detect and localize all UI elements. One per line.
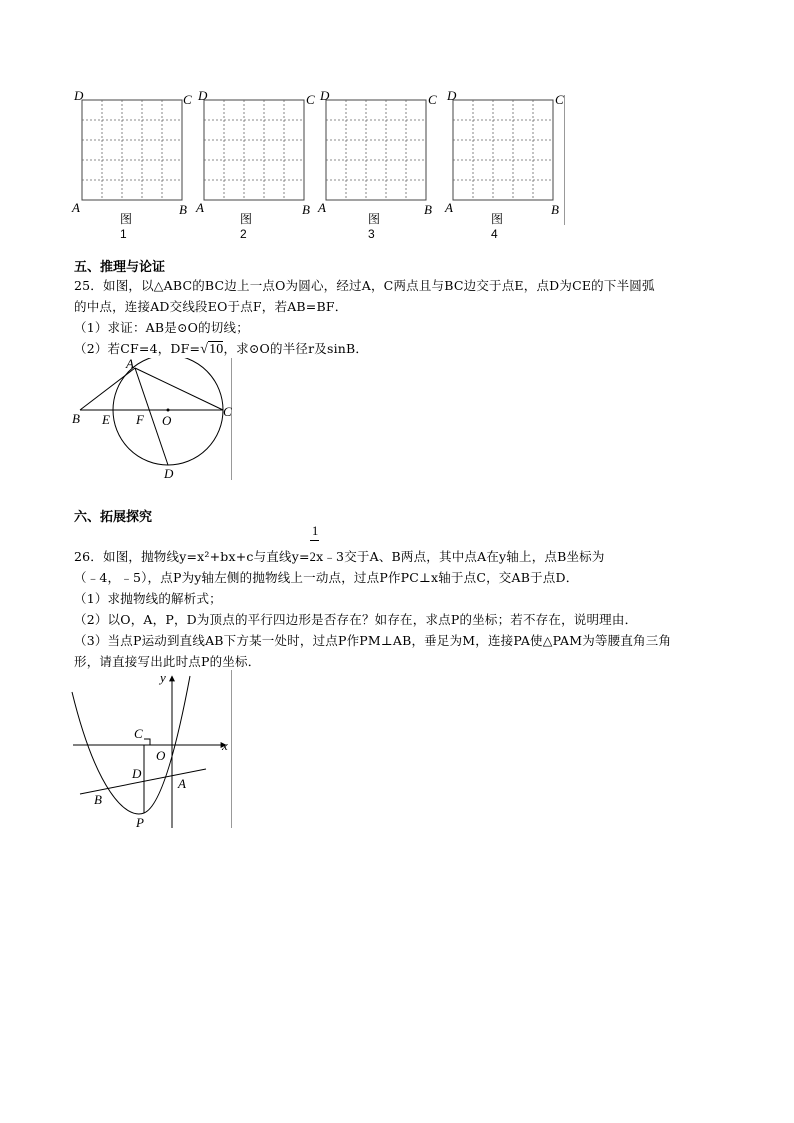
grid-2-label-a: A — [196, 200, 204, 215]
grid-4-label-b: B — [551, 202, 559, 217]
q25-label-a: A — [126, 356, 134, 371]
q26-part-2: （2）以O，A，P，D为顶点的平行四边形是否存在？如存在，求点P的坐标；若不存在，说明理由． — [74, 612, 638, 627]
q26-label-x: x — [222, 738, 228, 753]
q25-label-d: D — [164, 466, 174, 481]
q25-line-2: 的中点，连接AD交线段EO于点F，若AB=BF． — [74, 299, 348, 314]
grid-4-label-d: D — [447, 88, 457, 103]
q26-frac-num: 1 — [312, 524, 319, 538]
q25-figure — [68, 358, 238, 483]
q25-part-2-suffix: ，求⊙O的半径r及sinB． — [223, 341, 369, 356]
q26-label-b: B — [94, 792, 102, 807]
grid-4-svg — [445, 90, 565, 210]
grid-3-label-a: A — [318, 200, 326, 215]
q25-sqrt: √10 — [200, 342, 224, 357]
q26-line-2: （﹣4，﹣5），点P为y轴左侧的抛物线上一动点，过点P作PC⊥x轴于点C，交AB于点D． — [74, 570, 579, 585]
q25-line-ab — [80, 368, 135, 410]
q26-frac-den: 2 — [309, 550, 317, 564]
grid-1-caption: 图1 — [120, 212, 133, 241]
q26-label-o: O — [156, 748, 166, 763]
q25-label-f: F — [136, 412, 144, 427]
q26-label-y: y — [160, 670, 166, 685]
grid-4-lines — [453, 100, 553, 200]
grid-3-caption: 图3 — [368, 212, 381, 241]
grid-2-border — [204, 100, 304, 200]
grid-1-label-a: A — [72, 200, 80, 215]
q25-center-dot — [167, 409, 170, 412]
section-5-title: 五、推理与论证 — [74, 260, 166, 275]
grid-1-label-b: B — [179, 202, 187, 217]
q26-divider-line — [231, 670, 232, 828]
grid-divider-line — [564, 95, 565, 225]
q26-figure — [68, 670, 238, 830]
grid-3-svg — [318, 90, 438, 210]
q26-label-c: C — [134, 726, 143, 741]
grid-3-label-b: B — [424, 202, 432, 217]
q26-frac-bar — [310, 540, 319, 541]
grid-4-label-c: C — [555, 92, 564, 107]
q26-label-a: A — [178, 776, 186, 791]
grid-4-border — [453, 100, 553, 200]
grid-2-caption: 图2 — [240, 212, 253, 241]
grid-3-label-d: D — [320, 88, 330, 103]
q26-label-d: D — [132, 766, 142, 781]
grid-3-border — [326, 100, 426, 200]
grid-3-lines — [326, 100, 426, 200]
grid-1-lines — [82, 100, 182, 200]
grid-2-label-c: C — [306, 92, 315, 107]
grid-1-label-d: D — [74, 88, 84, 103]
section-6-title: 六、拓展探究 — [74, 510, 153, 525]
grid-1-label-c: C — [183, 92, 192, 107]
q26-right-angle — [144, 739, 150, 745]
q25-part-1: （1）求证：AB是⊙O的切线； — [74, 320, 249, 335]
q26-part-3-line-2: 形，请直接写出此时点P的坐标． — [74, 654, 261, 669]
grid-3-label-c: C — [428, 92, 437, 107]
grid-2-lines — [204, 100, 304, 200]
q25-label-o: O — [162, 413, 172, 428]
grid-1-svg — [74, 90, 194, 210]
grid-1-border — [82, 100, 182, 200]
q25-line-1: 25．如图，以△ABC的BC边上一点O为圆心，经过A，C两点且与BC边交于点E，点D为CE的下半圆弧 — [74, 278, 655, 293]
q25-label-c: C — [223, 404, 232, 419]
q26-line-1-prefix: 26．如图，抛物线y=x²+bx+c与直线y= — [74, 549, 310, 564]
q25-label-e: E — [102, 412, 110, 427]
q26-label-p: P — [136, 815, 144, 830]
grid-4-caption: 图4 — [491, 212, 504, 241]
q25-part-2 — [74, 339, 368, 358]
q26-line-1-suffix: x﹣3交于A、B两点，其中点A在y轴上，点B坐标为 — [316, 549, 605, 564]
grid-4-label-a: A — [445, 200, 453, 215]
q25-figure-svg — [68, 358, 238, 483]
q25-part-2-prefix: （2）若CF=4，DF= — [74, 341, 201, 356]
q26-part-1: （1）求抛物线的解析式； — [74, 591, 222, 606]
q25-label-b: B — [72, 411, 80, 426]
grid-2-svg — [196, 90, 316, 210]
q26-line-1 — [74, 547, 605, 565]
grid-2-label-d: D — [198, 88, 208, 103]
q25-sqrt-value: 10 — [209, 342, 224, 357]
grid-2-label-b: B — [302, 202, 310, 217]
q26-part-3-line-1: （3）当点P运动到直线AB下方某一处时，过点P作PM⊥AB，垂足为M，连接PA使△PAM为等腰直角三角 — [74, 633, 672, 648]
